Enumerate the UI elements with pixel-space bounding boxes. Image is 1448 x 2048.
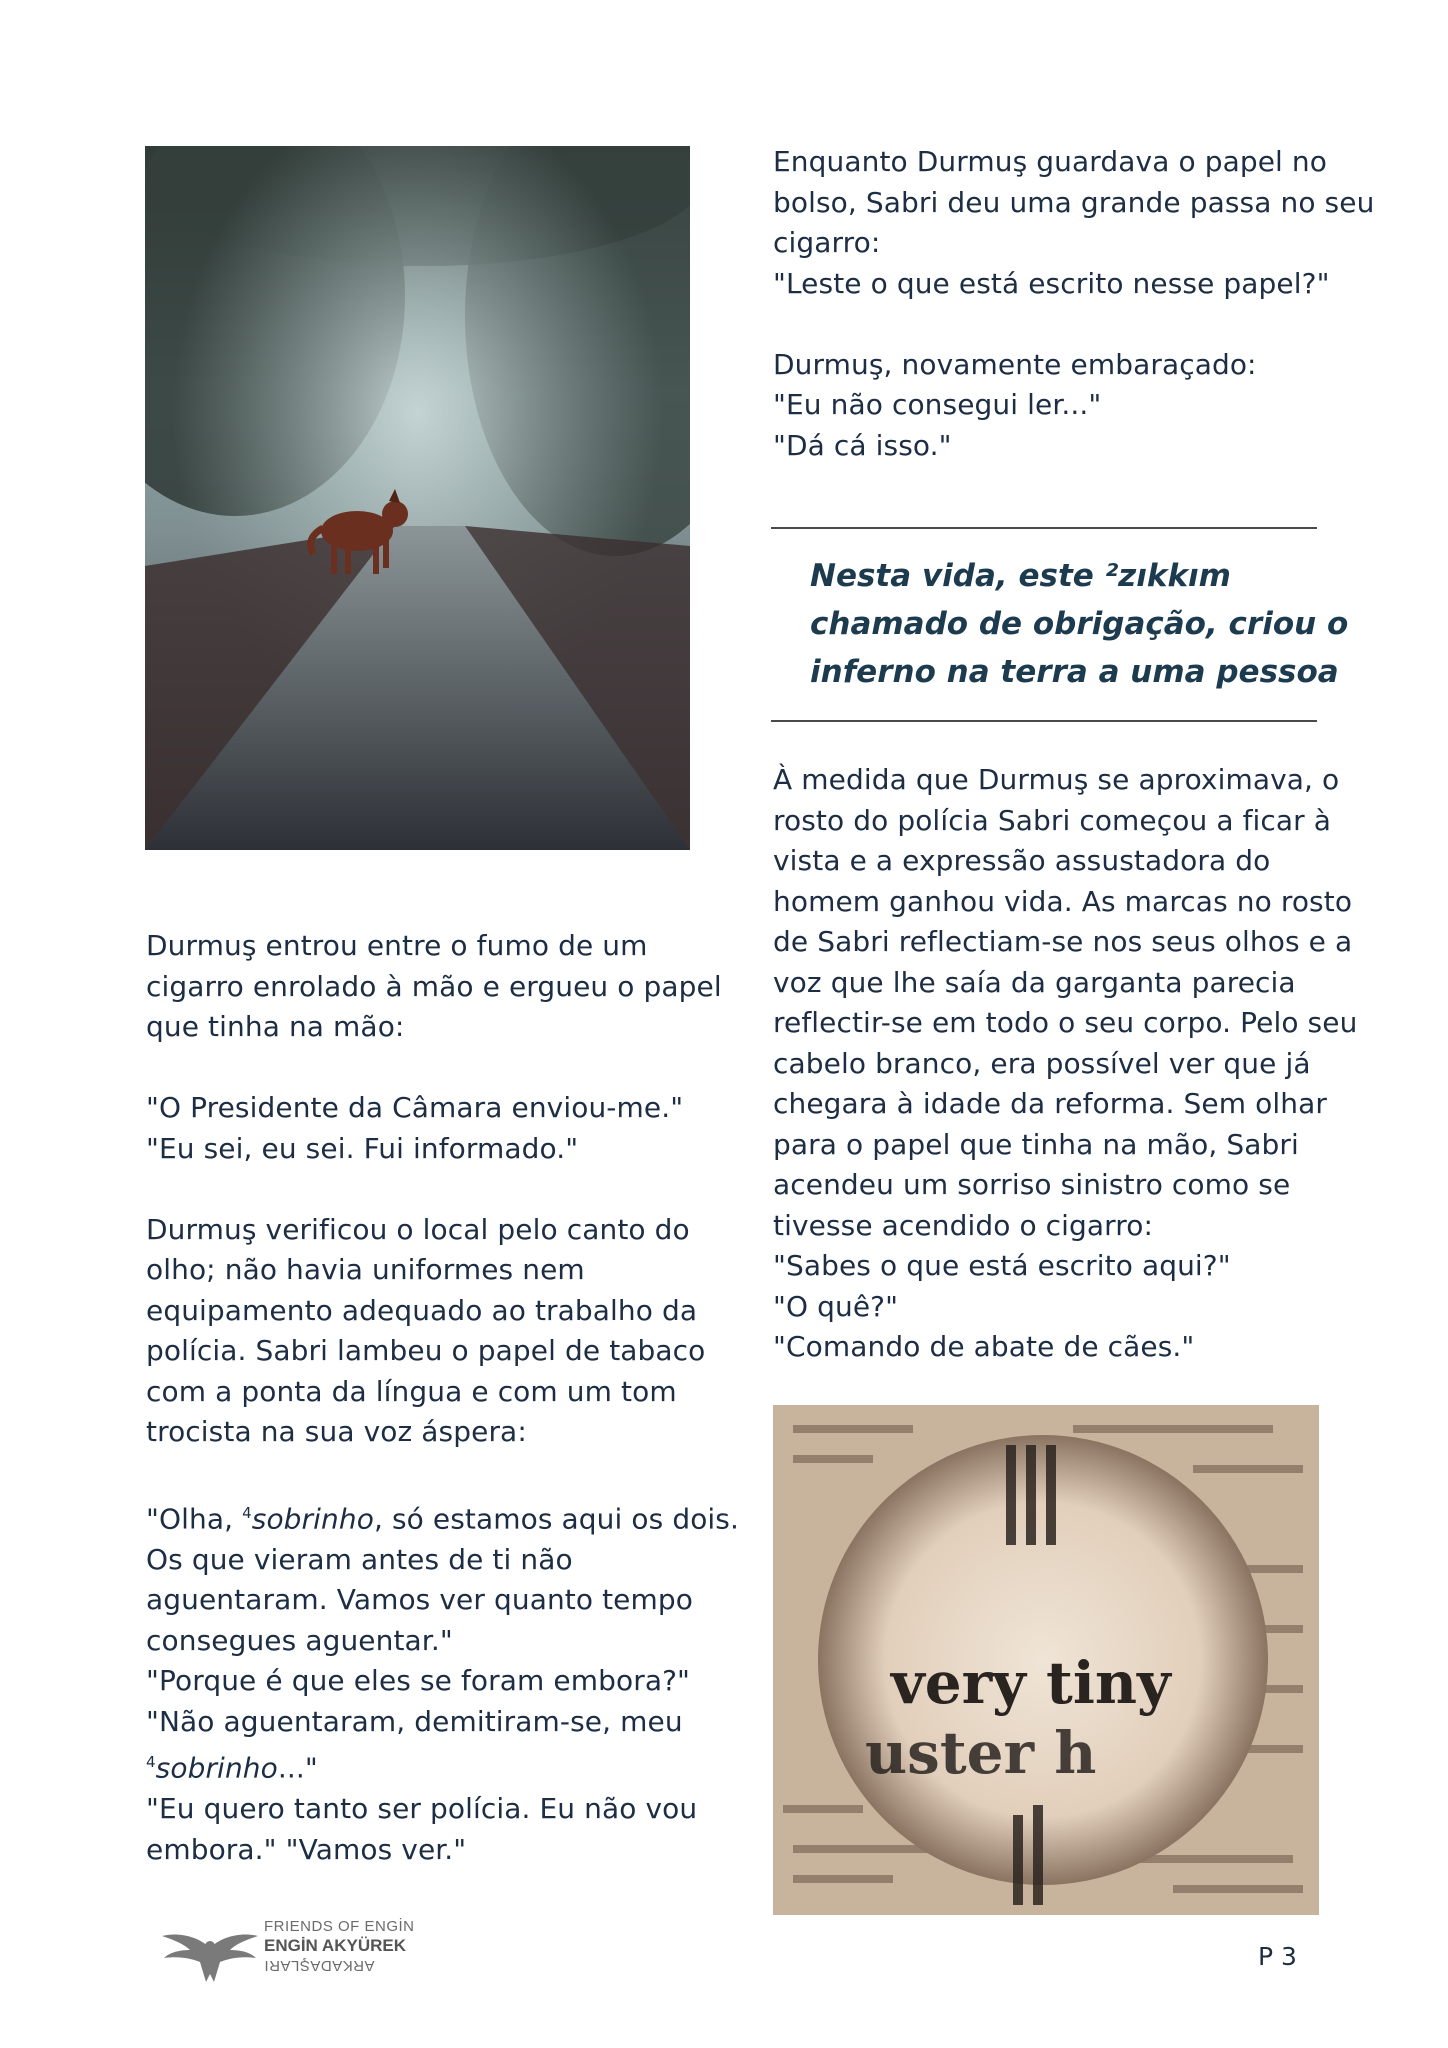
left-p2-line2: "Eu sei, eu sei. Fui informado." [146,1131,579,1165]
left-p1-line3: que tinha na mão: [146,1010,405,1043]
pull-quote [810,552,1348,696]
right-p3-line11: acendeu um sorriso sinistro como se [773,1168,1291,1201]
left-p4-line7: $^4$sobrinho..." [146,1751,318,1785]
left-p3-line1: Durmuş verificou o local pelo canto do [146,1212,690,1246]
page-number: P 3 [1258,1942,1297,1971]
pull-quote-line1: Nesta vida, este ²zıkkım [810,558,1231,594]
left-p4-line8: "Eu quero tanto ser polícia. Eu não vou [146,1792,698,1826]
logo-line2: ENGİN AKYÜREK [264,1936,406,1955]
left-p4-line2: Os que vieram antes de ti não [146,1542,573,1576]
logo-line1: FRIENDS OF ENGİN [264,1918,415,1935]
right-p3-line7: reflectir-se em todo o seu corpo. Pelo seu [773,1006,1358,1039]
footnote-marker: 4 [242,1504,252,1522]
forest-dog-photo [145,146,690,850]
friends-of-engin-logo [160,1918,440,1988]
pull-quote-bottom-rule [771,720,1317,722]
magnifier-text-line1: very tiny [891,1649,1171,1717]
right-p3-line4: homem ganhou vida. As marcas no rosto [773,884,1353,918]
magnifier-text-line2: uster h [865,1719,1097,1787]
right-p3-line6: voz que lhe saía da garganta parecia [773,965,1296,999]
left-p3-line6: trocista na sua voz áspera: [146,1415,527,1448]
right-p3-line12: tivesse acendido o cigarro: [773,1208,1154,1242]
left-p4-line5: "Porque é que eles se foram embora?" [146,1664,691,1698]
right-p3-line5: de Sabri reflectiam-se nos seus olhos e a [773,925,1353,958]
right-p1-line4: "Leste o que está escrito nesse papel?" [773,266,1330,300]
footnote-marker: 4 [146,1753,156,1772]
right-column-bottom-text [773,760,1357,1368]
left-p1-line1: Durmuş entrou entre o fumo de um [146,929,648,962]
right-p2-line2: "Eu não consegui ler..." [773,388,1102,421]
left-p4-line1: "Olha, $^4$sobrinho, só estamos aqui os dois. [146,1502,739,1536]
eagle-icon [160,1918,260,1988]
right-p3-line3: vista e a expressão assustadora do [773,844,1271,877]
left-column-text [146,926,739,1870]
magnifier-illustration [773,1405,1319,1915]
logo-line3: ARKADAŞLARI [264,1957,375,1974]
left-p3-line4: polícia. Sabri lambeu o papel de tabaco [146,1334,706,1367]
right-p3-line15: "Comando de abate de cães." [773,1330,1195,1363]
right-p1-line2: bolso, Sabri deu uma grande passa no seu [773,185,1375,219]
right-p3-line9: chegara à idade da reforma. Sem olhar [773,1087,1327,1120]
magnifier-photo [773,1405,1319,1915]
right-p3-line8: cabelo branco, era possível ver que já [773,1046,1311,1080]
right-p1-line1: Enquanto Durmuş guardava o papel no [773,145,1327,178]
right-p3-line14: "O quê?" [773,1289,899,1323]
pull-quote-line3: inferno na terra a uma pessoa [810,654,1339,690]
pull-quote-line2: chamado de obrigação, criou o [810,606,1349,642]
right-p1-line3: cigarro: [773,226,881,259]
left-p4-line4: consegues aguentar." [146,1623,453,1657]
left-p4-line3: aguentaram. Vamos ver quanto tempo [146,1583,693,1617]
left-p2-line1: "O Presidente da Câmara enviou-me." [146,1091,684,1124]
right-p2-line3: "Dá cá isso." [773,428,952,462]
pull-quote-top-rule [771,527,1317,529]
left-p3-line5: com a ponta da língua e com um tom [146,1374,677,1408]
right-column-top-text [773,142,1374,466]
right-p3-line1: À medida que Durmuş se aproximava, o [773,763,1340,796]
left-p1-line2: cigarro enrolado à mão e ergueu o papel [146,969,722,1003]
right-p3-line2: rosto do polícia Sabri começou a ficar à [773,803,1332,837]
left-p3-line2: olho; não havia uniformes nem [146,1253,585,1286]
right-p3-line13: "Sabes o que está escrito aqui?" [773,1249,1231,1282]
forest-dog-illustration [145,146,690,850]
left-p4-line9: embora." "Vamos ver." [146,1832,467,1866]
left-p4-line6: "Não aguentaram, demitiram-se, meu [146,1704,683,1738]
right-p2-line1: Durmuş, novamente embaraçado: [773,347,1257,381]
right-p3-line10: para o papel que tinha na mão, Sabri [773,1127,1299,1161]
left-p3-line3: equipamento adequado ao trabalho da [146,1293,698,1327]
